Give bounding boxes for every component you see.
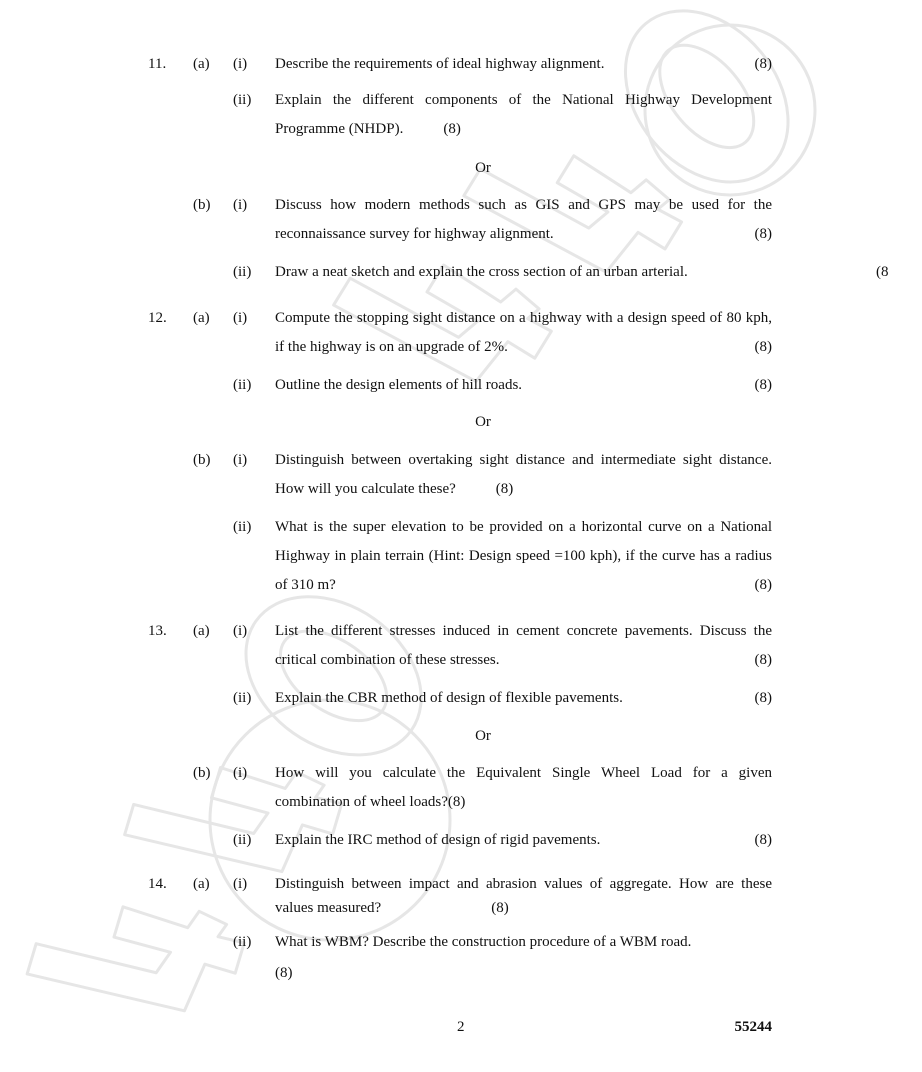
question-text-content: What is the super elevation to be provided on a horizontal curve on a National Highway in plain terrain (Hint: Design speed =100 kph), if the curve has a radius of 310 m? [275,519,772,593]
question-subpart: (i) [233,310,248,326]
marks: (8) [754,56,772,72]
question-text-content: Explain the IRC method of design of rigid pavements. [275,832,601,848]
question-subpart: (i) [233,197,248,213]
question-text [275,759,772,817]
marks: (8) [754,339,772,355]
question-text [275,258,772,287]
question-subpart: (i) [233,452,248,468]
question-part: (b) [193,452,211,468]
or-separator: Or [475,728,491,744]
marks: (8) [754,377,772,393]
marks: (8) [495,481,514,497]
question-part: (a) [193,56,210,72]
question-part: (b) [193,765,211,781]
question-subpart: (ii) [233,832,252,848]
question-text [275,826,772,855]
question-text-content: Distinguish between impact and abrasion values of aggregate. How are these values measured? [275,876,772,916]
marks: (8) [275,965,293,981]
question-text [275,684,772,713]
question-part: (b) [193,197,211,213]
question-subpart: (i) [233,623,248,639]
question-part: (a) [193,310,210,326]
question-text [275,50,772,79]
question-number: 11. [148,56,167,72]
question-subpart: (i) [233,876,248,892]
marks: (8) [754,577,772,593]
question-text [275,191,772,249]
question-subpart: (ii) [233,92,252,108]
question-text-content: Distinguish between overtaking sight distance and intermediate sight distance. How will you calculate these? [275,452,772,497]
question-text [275,446,772,504]
question-number: 12. [148,310,167,326]
question-subpart: (ii) [233,377,252,393]
page-number: 2 [457,1019,465,1035]
question-text-content: How will you calculate the Equivalent Single Wheel Load for a given combination of wheel loads? [275,765,772,810]
question-part: (a) [193,876,210,892]
marks: (8) [443,121,461,137]
question-text [275,617,772,675]
marks: (8) [754,652,772,668]
or-separator: Or [475,160,491,176]
question-subpart: (i) [233,56,248,72]
question-text-content: List the different stresses induced in cement concrete pavements. Discuss the critical combination of these stresses. [275,623,772,668]
question-text [275,928,772,988]
marks: (8 [876,264,889,280]
question-text [275,872,772,920]
question-number: 13. [148,623,167,639]
question-subpart: (ii) [233,934,252,950]
marks: (8) [447,794,466,810]
marks: (8) [491,900,509,916]
question-subpart: (ii) [233,519,252,535]
question-text [275,86,772,144]
or-separator: Or [475,414,491,430]
marks: (8) [754,226,772,242]
question-text-content: Describe the requirements of ideal highway alignment. [275,56,605,72]
question-text-content: What is WBM? Describe the construction procedure of a WBM road. [275,934,692,950]
question-subpart: (ii) [233,264,252,280]
question-subpart: (i) [233,765,248,781]
question-text-content: Outline the design elements of hill roads. [275,377,523,393]
question-text-content: Explain the CBR method of design of flexible pavements. [275,690,623,706]
paper-code: 55244 [734,1019,772,1035]
marks: (8) [754,832,772,848]
question-text-content: Compute the stopping sight distance on a highway with a design speed of 80 kph, if the highway is on an upgrade of 2%. [275,310,772,355]
question-text-content: Discuss how modern methods such as GIS and GPS may be used for the reconnaissance survey for highway alignment. [275,197,772,242]
marks: (8) [754,690,772,706]
question-text [275,513,772,600]
question-part: (a) [193,623,210,639]
question-subpart: (ii) [233,690,252,706]
question-number: 14. [148,876,167,892]
question-text-content: Explain the different components of the National Highway Development Programme (NHDP). [275,92,772,137]
question-text [275,371,772,400]
question-text-content: Draw a neat sketch and explain the cross section of an urban arterial. [275,264,688,280]
question-text [275,304,772,362]
